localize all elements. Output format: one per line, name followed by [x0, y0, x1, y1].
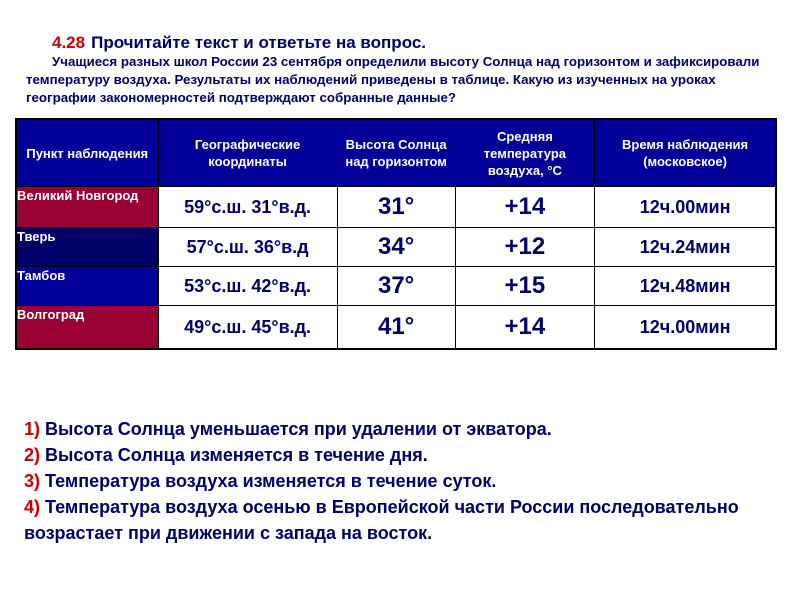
header-coordinates: Географические координаты: [158, 119, 337, 187]
coordinates-cell: 53°с.ш. 42°в.д.: [158, 267, 337, 306]
time-cell: 12ч.00мин: [595, 187, 776, 228]
temperature-cell: +15: [455, 267, 595, 306]
answer-number: 1): [24, 419, 41, 439]
answer-options: [24, 416, 784, 546]
task-number: 4.28: [52, 33, 86, 52]
table-row: [16, 187, 776, 228]
observations-table: [15, 118, 777, 350]
city-cell: Волгоград: [16, 306, 158, 350]
time-cell: 12ч.48мин: [595, 267, 776, 306]
answer-text: Высота Солнца изменяется в течение дня.: [45, 445, 428, 465]
answer-option-3[interactable]: [24, 468, 784, 494]
coordinates-cell: 49°с.ш. 45°в.д.: [158, 306, 337, 350]
temperature-cell: +12: [455, 228, 595, 267]
altitude-cell: 34°: [337, 228, 455, 267]
time-cell: 12ч.24мин: [595, 228, 776, 267]
answer-number: 4): [24, 497, 41, 517]
answer-option-4[interactable]: [24, 494, 784, 546]
temperature-cell: +14: [455, 187, 595, 228]
answer-text: Температура воздуха осенью в Европейской части России последовательно возрастает при движении с запада на восток.: [24, 497, 739, 543]
table-row: [16, 267, 776, 306]
answer-number: 2): [24, 445, 41, 465]
city-cell: Тверь: [16, 228, 158, 267]
header-observation-time: Время наблюдения (московское): [595, 119, 776, 187]
altitude-cell: 31°: [337, 187, 455, 228]
header-station: Пункт наблюдения: [16, 119, 158, 187]
header-temperature: Средняя температура воздуха, °С: [455, 119, 595, 187]
altitude-cell: 37°: [337, 267, 455, 306]
table-row: [16, 306, 776, 350]
task-text: Учащиеся разных школ России 23 сентября определили высоту Солнца над горизонтом и зафиксировали температуру воздуха. Результаты их наблюдений приведены в таблице. Какую из изученных на уроках географии закономерностей подтверждают собранные данные?: [26, 54, 760, 105]
answer-option-1[interactable]: [24, 416, 784, 442]
coordinates-cell: 57°с.ш. 36°в.д: [158, 228, 337, 267]
altitude-cell: 41°: [337, 306, 455, 350]
city-cell: Великий Новгород: [16, 187, 158, 228]
answer-text: Высота Солнца уменьшается при удалении от экватора.: [45, 419, 552, 439]
task-title: Прочитайте текст и ответьте на вопрос.: [91, 33, 427, 52]
temperature-cell: +14: [455, 306, 595, 350]
city-cell: Тамбов: [16, 267, 158, 306]
answer-number: 3): [24, 471, 41, 491]
table-header-row: [16, 119, 776, 187]
answer-text: Температура воздуха изменяется в течение суток.: [45, 471, 497, 491]
answer-option-2[interactable]: [24, 442, 784, 468]
time-cell: 12ч.00мин: [595, 306, 776, 350]
table-row: [16, 228, 776, 267]
header-sun-altitude: Высота Солнца над горизонтом: [337, 119, 455, 187]
coordinates-cell: 59°с.ш. 31°в.д.: [158, 187, 337, 228]
task-heading: [52, 33, 426, 53]
